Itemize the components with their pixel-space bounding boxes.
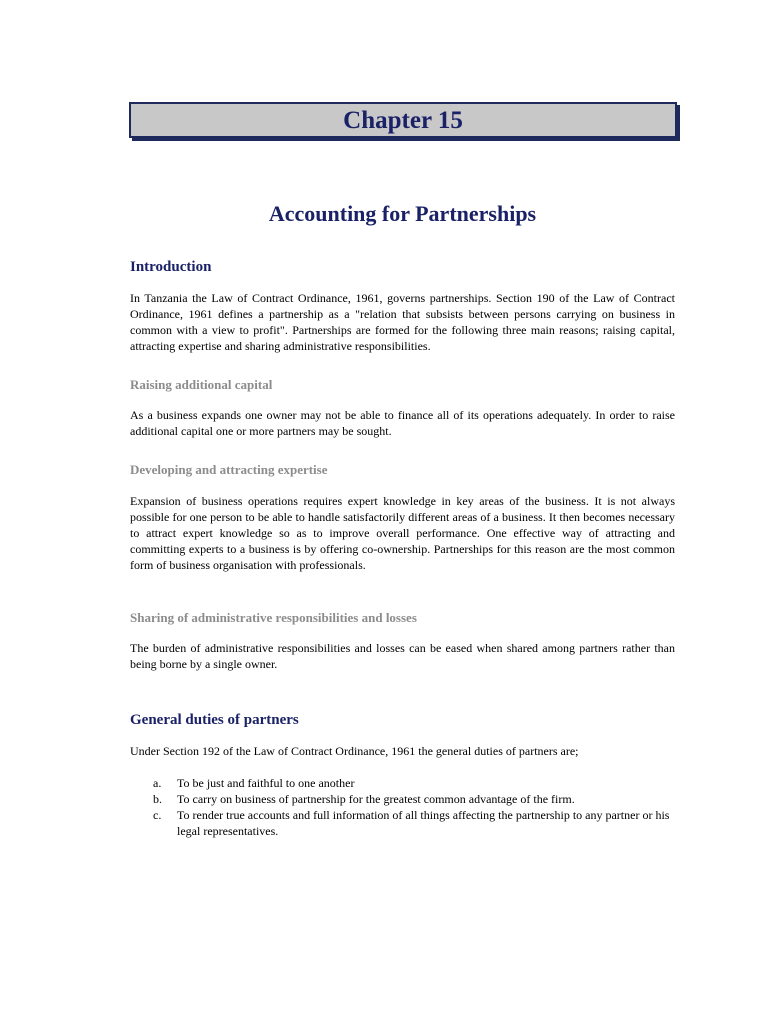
list-marker: a.: [153, 776, 162, 790]
list-item: [153, 791, 675, 807]
expertise-heading: Developing and attracting expertise: [130, 462, 328, 477]
introduction-heading: Introduction: [130, 259, 212, 275]
expertise-paragraph: Expansion of business operations requires expert knowledge in key areas of the business. It is not always possible for one person to be able to handle satisfactorily different areas of a business. It then becomes necessary to attract expert knowledge so as to improve overall performance. One effective way of attracting and committing experts to a business is by offering co-ownership. Partnerships for this reason are the most common form of business organisation with professionals.: [130, 494, 675, 572]
document-title: Accounting for Partnerships: [268, 201, 537, 226]
list-item-text: To carry on business of partnership for the greatest common advantage of the firm.: [177, 792, 575, 806]
list-marker: c.: [153, 808, 162, 822]
duties-heading: General duties of partners: [130, 712, 299, 728]
capital-paragraph: As a business expands one owner may not be able to finance all of its operations adequately. In order to raise additional capital one or more partners may be sought.: [130, 408, 675, 438]
list-item-text: To render true accounts and full information of all things affecting the partnership to any partner or his legal representatives.: [177, 808, 670, 838]
list-item: [153, 775, 675, 791]
chapter-label: Chapter 15: [343, 106, 463, 134]
introduction-paragraph: In Tanzania the Law of Contract Ordinance, 1961, governs partnerships. Section 190 of the Law of Contract Ordinance, 1961 defines a partnership as a "relation that subsists between persons carrying on business in common with a view to profit". Partnerships are formed for the following three main reasons; raising capital, attracting expertise and sharing administrative responsibilities.: [130, 291, 675, 353]
list-marker: b.: [153, 792, 162, 806]
capital-heading: Raising additional capital: [130, 377, 273, 392]
list-item-text: To be just and faithful to one another: [177, 776, 355, 790]
sharing-paragraph: The burden of administrative responsibilities and losses can be eased when shared among partners rather than being borne by a single owner.: [130, 641, 675, 671]
duties-list: [153, 775, 675, 839]
chapter-banner: [129, 102, 677, 138]
duties-paragraph: Under Section 192 of the Law of Contract Ordinance, 1961 the general duties of partners are;: [130, 744, 579, 758]
list-item: [153, 807, 675, 839]
sharing-heading: Sharing of administrative responsibilities and losses: [130, 610, 417, 625]
